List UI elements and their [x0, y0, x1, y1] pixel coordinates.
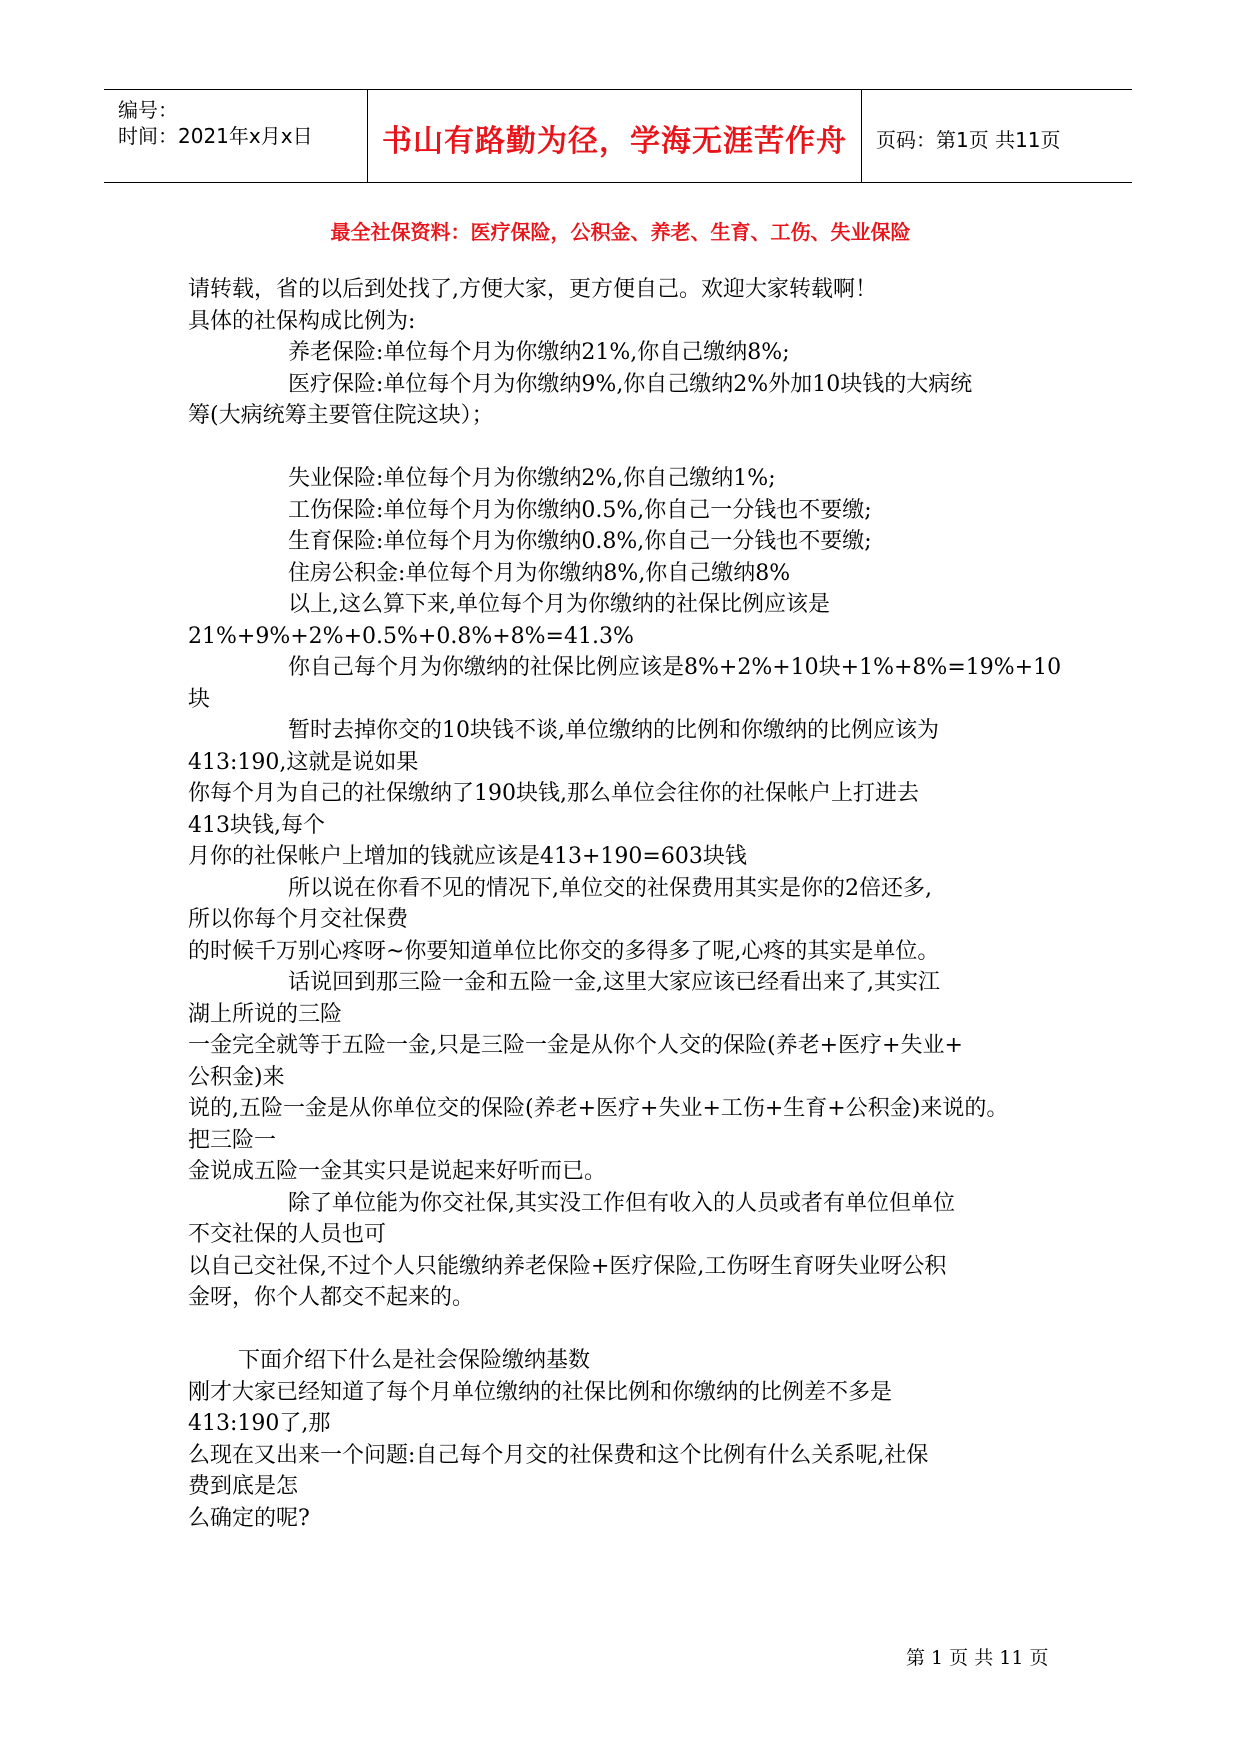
body-line: 以上,这么算下来,单位每个月为你缴纳的社保比例应该是 [288, 592, 830, 617]
body-line: 湖上所说的三险 [188, 1001, 343, 1027]
body-line: 住房公积金:单位每个月为你缴纳8%,你自己缴纳8% [288, 560, 791, 586]
body-line: 说的,五险一金是从你单位交的保险(养老+医疗+失业+工伤+生育+公积金)来说的。 [188, 1096, 1009, 1121]
body-line: 一金完全就等于五险一金,只是三险一金是从你个人交的保险(养老+医疗+失业+ [188, 1033, 963, 1058]
header-motto: 书山有路勤为径，学海无涯苦作舟 [382, 124, 847, 159]
page-footer: 第 1 页 共 11 页 [906, 1647, 1049, 1669]
section-heading: 下面介绍下什么是社会保险缴纳基数 [238, 1348, 591, 1373]
body-line: 费到底是怎 [188, 1474, 299, 1499]
header-page-info: 页码：第1页 共11页 [876, 128, 1061, 152]
body-line: 金呀，你个人都交不起来的。 [188, 1285, 475, 1310]
body-line: 413:190了,那 [188, 1411, 331, 1436]
header-info-cell [104, 90, 368, 182]
document-time: 时间：2021年x月x日 [118, 124, 313, 148]
body-line: 413:190,这就是说如果 [188, 749, 419, 775]
body-line: 413块钱,每个 [188, 812, 325, 838]
body-line: 话说回到那三险一金和五险一金,这里大家应该已经看出来了,其实江 [288, 970, 940, 995]
body-line: 养老保险:单位每个月为你缴纳21%,你自己缴纳8%; [288, 340, 790, 365]
document-number-label: 编号： [118, 98, 178, 122]
body-line: 具体的社保构成比例为: [188, 308, 416, 334]
body-line: 工伤保险:单位每个月为你缴纳0.5%,你自己一分钱也不要缴; [288, 497, 872, 523]
header-motto-cell [368, 90, 862, 182]
body-line: 的时候千万别心疼呀~你要知道单位比你交的多得多了呢,心疼的其实是单位。 [188, 938, 940, 964]
body-line: 医疗保险:单位每个月为你缴纳9%,你自己缴纳2%外加10块钱的大病统 [288, 371, 973, 397]
document-body [188, 274, 1088, 1534]
page-header [104, 89, 1132, 183]
body-line: 刚才大家已经知道了每个月单位缴纳的社保比例和你缴纳的比例差不多是 [188, 1379, 893, 1405]
body-line: 公积金)来 [188, 1064, 285, 1090]
body-line: 把三险一 [188, 1127, 277, 1153]
body-line: 失业保险:单位每个月为你缴纳2%,你自己缴纳1%; [288, 466, 776, 491]
body-line: 除了单位能为你交社保,其实没工作但有收入的人员或者有单位但单位 [288, 1190, 955, 1216]
blank-line [188, 432, 1088, 464]
body-line: 以自己交社保,不过个人只能缴纳养老保险+医疗保险,工伤呀生育呀失业呀公积 [188, 1253, 947, 1279]
body-line: 么现在又出来一个问题:自己每个月交的社保费和这个比例有什么关系呢,社保 [188, 1442, 929, 1468]
body-line: 所以你每个月交社保费 [188, 907, 409, 932]
body-line: 你自己每个月为你缴纳的社保比例应该是8%+2%+10块+1%+8%=19%+10 [288, 655, 1062, 680]
body-line: 所以说在你看不见的情况下,单位交的社保费用其实是你的2倍还多, [288, 875, 932, 901]
body-line: 不交社保的人员也可 [188, 1222, 387, 1247]
body-line: 请转载，省的以后到处找了,方便大家，更方便自己。欢迎大家转载啊！ [188, 277, 877, 302]
blank-line [188, 1314, 1088, 1346]
document-title: 最全社保资料：医疗保险，公积金、养老、生育、工伤、失业保险 [330, 220, 911, 244]
body-line: 块 [188, 686, 211, 712]
body-line: 筹(大病统筹主要管住院这块）； [188, 403, 494, 428]
body-line: 暂时去掉你交的10块钱不谈,单位缴纳的比例和你缴纳的比例应该为 [288, 718, 939, 743]
body-line: 21%+9%+2%+0.5%+0.8%+8%=41.3% [188, 623, 634, 649]
header-page-cell [862, 90, 1132, 182]
body-line: 么确定的呢? [188, 1505, 310, 1531]
body-line: 金说成五险一金其实只是说起来好听而已。 [188, 1159, 607, 1184]
body-line: 生育保险:单位每个月为你缴纳0.8%,你自己一分钱也不要缴; [288, 529, 872, 554]
body-line: 月你的社保帐户上增加的钱就应该是413+190=603块钱 [188, 844, 747, 869]
body-line: 你每个月为自己的社保缴纳了190块钱,那么单位会往你的社保帐户上打进去 [188, 781, 919, 806]
